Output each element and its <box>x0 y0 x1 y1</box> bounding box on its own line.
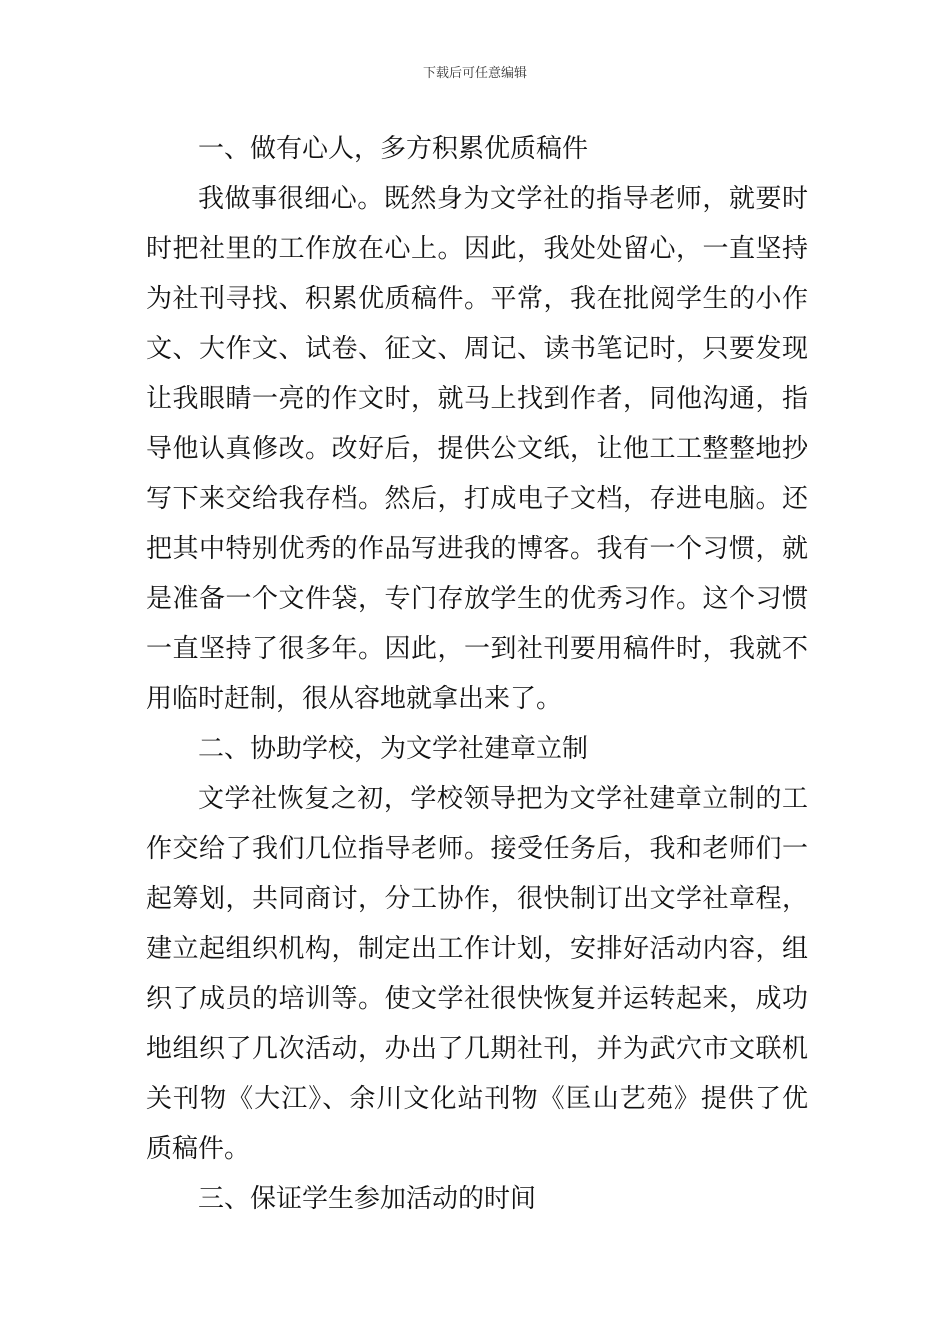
page-header: 下载后可任意编辑 <box>422 66 527 81</box>
section-heading-1: 一、做有心人，多方积累优质稿件 <box>198 134 589 164</box>
section-paragraph-2: 文学社恢复之初，学校领导把为文学社建章立制的工作交给了我们几位指导老师。接受任务后，我和老师们一起筹划，共同商讨，分工协作，很快制订出文学社章程，建立起组织机构，制定出工作计划，安排好活动内容，组织了成员的培训等。使文学社很快恢复并运转起来，成功地组织了几次活动，办出了几期社刊，并为武穴市文联机关刊物《大江》、余川文化站刊物《匡山艺苑》提供了优质稿件。 <box>146 784 808 1164</box>
section-heading-3: 三、保证学生参加活动的时间 <box>198 1184 537 1214</box>
section-heading-2: 二、协助学校，为文学社建章立制 <box>198 734 589 764</box>
section-paragraph-1: 我做事很细心。既然身为文学社的指导老师，就要时时把社里的工作放在心上。因此，我处处留心，一直坚持为社刊寻找、积累优质稿件。平常，我在批阅学生的小作文、大作文、试卷、征文、周记、读书笔记时，只要发现让我眼睛一亮的作文时，就马上找到作者，同他沟通，指导他认真修改。改好后，提供公文纸，让他工工整整地抄写下来交给我存档。然后，打成电子文档，存进电脑。还把其中特别优秀的作品写进我的博客。我有一个习惯，就是准备一个文件袋，专门存放学生的优秀习作。这个习惯一直坚持了很多年。因此，一到社刊要用稿件时，我就不用临时赶制，很从容地就拿出来了。 <box>146 184 808 714</box>
document-body <box>146 124 808 1224</box>
